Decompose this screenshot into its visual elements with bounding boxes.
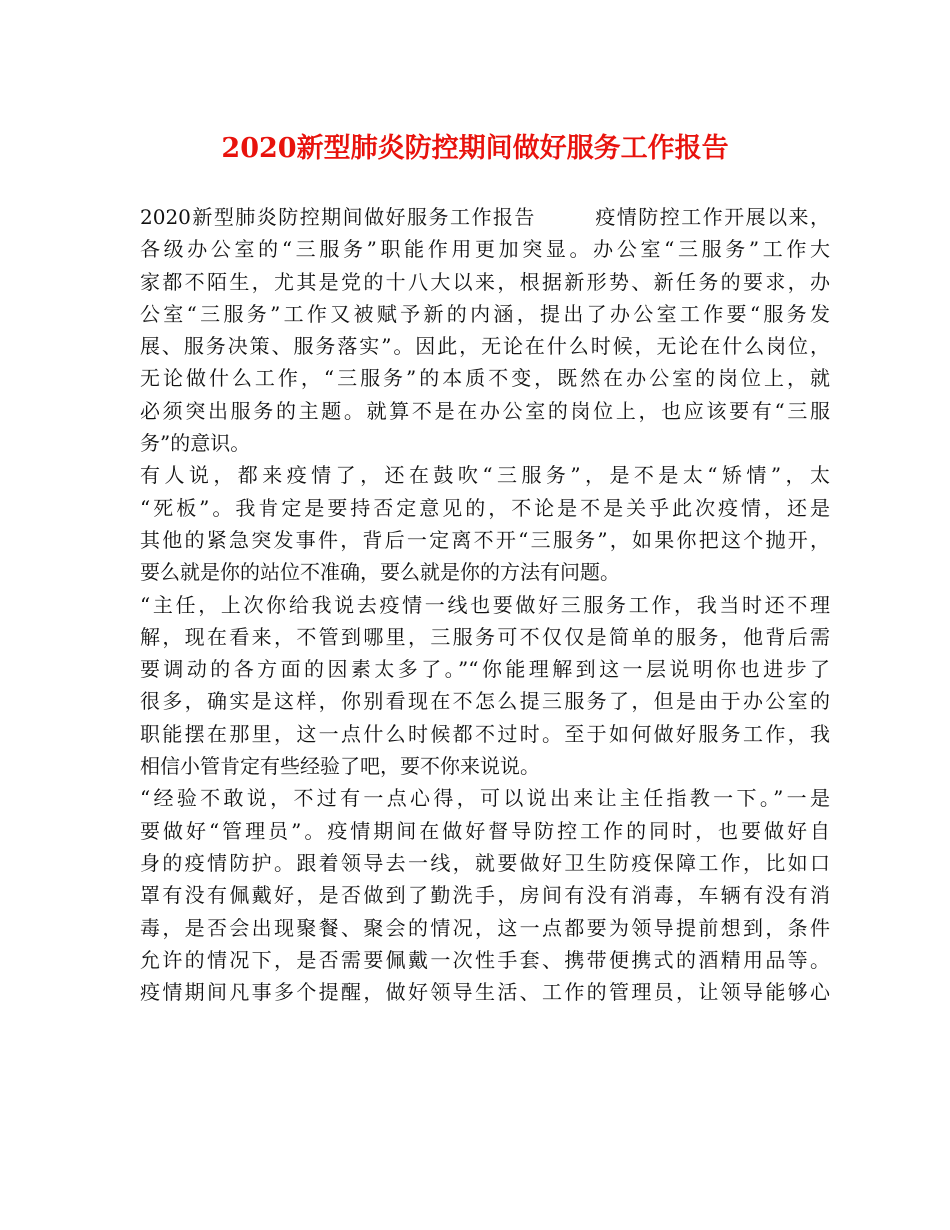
- text-line: 允许的情况下，是否需要佩戴一次性手套、携带便携式的酒精用品等。: [140, 947, 830, 972]
- text-line: [140, 201, 830, 233]
- text-line: 相信小管肯定有些经验了吧，要不你来说说。: [140, 754, 540, 779]
- page-title: 2020新型肺炎防控期间做好服务工作报告: [221, 133, 729, 164]
- text-line: 务”的意识。: [140, 431, 251, 456]
- text-line: 很多，确实是这样，你别看现在不怎么提三服务了，但是由于办公室的: [140, 689, 830, 714]
- text-line: 罩有没有佩戴好，是否做到了勤洗手，房间有没有消毒，车辆有没有消: [140, 883, 830, 908]
- text-line: “主任，上次你给我说去疫情一线也要做好三服务工作，我当时还不理: [140, 592, 830, 617]
- text-line: 公室“三服务”工作又被赋予新的内涵，提出了办公室工作要“服务发: [140, 301, 830, 326]
- text-line: 其他的紧急突发事件，背后一定离不开“三服务”，如果你把这个抛开，: [140, 527, 830, 552]
- text-line: 各级办公室的“三服务”职能作用更加突显。办公室“三服务”工作大: [140, 237, 830, 262]
- inline-heading: 2020新型肺炎防控期间做好服务工作报告: [140, 205, 536, 229]
- text-line: 要调动的各方面的因素太多了。”“你能理解到这一层说明你也进步了: [140, 657, 830, 682]
- text-line: 毒，是否会出现聚餐、聚会的情况，这一点都要为领导提前想到，条件: [140, 915, 830, 940]
- document-body: [140, 201, 830, 1008]
- text-line: “死板”。我肯定是要持否定意见的，不论是不是关乎此次疫情，还是: [140, 495, 830, 520]
- text-line: 要做好“管理员”。疫情期间在做好督导防控工作的同时，也要做好自: [140, 818, 830, 843]
- text-line: 展、服务决策、服务落实”。因此，无论在什么时候，无论在什么岗位，: [140, 334, 830, 359]
- text-line: 无论做什么工作，“三服务”的本质不变，既然在办公室的岗位上，就: [140, 366, 830, 391]
- text-line: 身的疫情防护。跟着领导去一线，就要做好卫生防疫保障工作，比如口: [140, 850, 830, 875]
- text-line: 必须突出服务的主题。就算不是在办公室的岗位上，也应该要有“三服: [140, 398, 830, 423]
- text-line: 有人说，都来疫情了，还在鼓吹“三服务”，是不是太“矫情”，太: [140, 463, 830, 488]
- text-segment: 疫情防控工作开展以来，: [593, 205, 831, 229]
- text-line: 要么就是你的站位不准确，要么就是你的方法有问题。: [140, 560, 620, 585]
- text-line: 疫情期间凡事多个提醒，做好领导生活、工作的管理员，让领导能够心: [140, 980, 830, 1005]
- text-line: 解，现在看来，不管到哪里，三服务可不仅仅是简单的服务，他背后需: [140, 624, 830, 649]
- text-line: “经验不敢说，不过有一点心得，可以说出来让主任指教一下。”一是: [140, 786, 830, 811]
- text-line: 职能摆在那里，这一点什么时候都不过时。至于如何做好服务工作，我: [140, 721, 830, 746]
- text-line: 家都不陌生，尤其是党的十八大以来，根据新形势、新任务的要求，办: [140, 269, 830, 294]
